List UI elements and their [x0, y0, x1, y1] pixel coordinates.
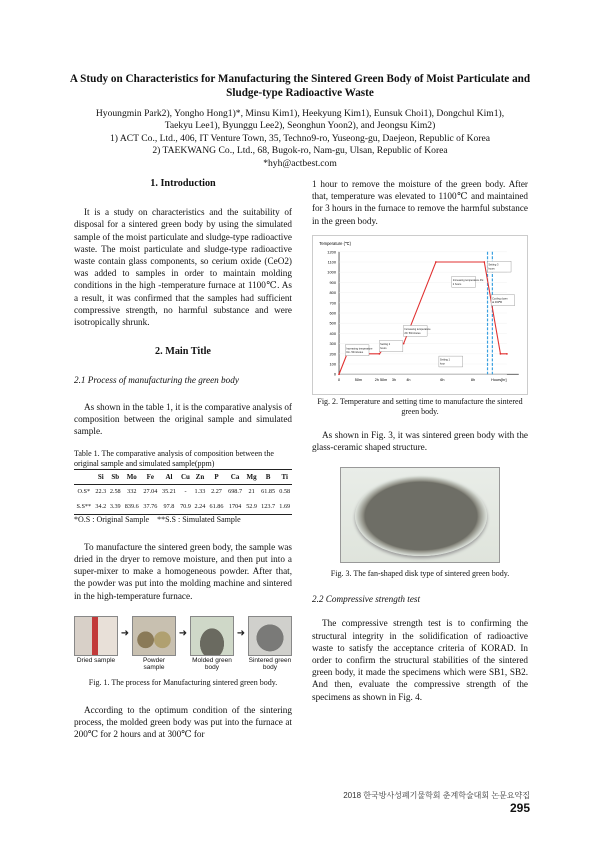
y-tick-label: 900: [329, 279, 337, 285]
paper-title: A Study on Characteristics for Manufacturing the Sintered Green Body of Moist Particulate and Sludge-type Radioactive Waste: [69, 73, 531, 99]
process-step-molded: [190, 616, 234, 671]
data-point: [435, 261, 437, 263]
table-cell: 61.85: [261, 488, 276, 496]
table-row: [74, 485, 292, 500]
y-tick-label: 1100: [327, 259, 337, 265]
y-tick-label: 600: [329, 310, 337, 316]
table-row: [74, 500, 292, 515]
table-intro-paragraph: As shown in the table 1, it is the comparative analysis of composition between the original sample and simulated sample.: [74, 401, 292, 437]
table-cell: 61.86: [207, 500, 226, 515]
x-tick-label: 50m: [354, 377, 363, 382]
composition-table: [74, 469, 292, 515]
table-cell: 97.8: [160, 500, 179, 515]
table-cell: 27.04: [143, 488, 158, 496]
subsection-heading-process: 2.1 Process of manufacturing the green body: [74, 375, 239, 386]
table-cell: 1.33: [194, 488, 206, 496]
page-footer: [330, 790, 530, 815]
powder-sample-photo: [132, 616, 176, 656]
process-step-label: Powder sample: [142, 656, 165, 671]
annotation-text: Increasing temperature 4hr-: [452, 278, 485, 282]
y-tick-label: 500: [329, 320, 337, 326]
table-header-cell: [74, 470, 94, 485]
table-cell: 1.69: [277, 500, 292, 515]
footer-text: 2018 한국방사성폐기물학회 춘계학술대회 논문요약집: [343, 791, 530, 800]
data-point: [506, 353, 508, 355]
x-tick-label: 3h: [391, 377, 396, 382]
affiliation-2: 2) TAEKWANG Co., Ltd., 68, Bugok-ro, Nam-gu, Ulsan, Republic of Korea: [152, 145, 448, 157]
process-step-powder: [132, 616, 176, 671]
y-tick-label: 300: [329, 340, 337, 346]
right-column: [312, 178, 528, 703]
annotation-text: at 300℃: [492, 301, 503, 305]
y-tick-label: 0: [333, 371, 337, 377]
y-tick-label: 800: [329, 289, 337, 295]
fig3-caption: Fig. 3. The fan-shaped disk type of sintered green body.: [330, 569, 510, 579]
data-point: [483, 261, 485, 263]
y-tick-label: 100: [329, 361, 337, 367]
y-tick-label: 1200: [327, 249, 337, 255]
process-step-label: Molded green body: [192, 656, 232, 671]
table-cell: 0.58: [279, 488, 291, 496]
table-cell: 52.9: [244, 500, 258, 515]
table-cell: 22.3: [95, 488, 107, 496]
annotation-text: Setting 1: [439, 358, 450, 362]
annotation-text: Setting 3: [488, 263, 499, 267]
fig3-photo: [340, 467, 500, 563]
affiliation-1: 1) ACT Co., Ltd., 406, IT Venture Town, 35, Techno9-ro, Yuseong-gu, Daejeon, Republic of Korea: [109, 132, 491, 144]
x-tick-label: 0: [337, 377, 341, 382]
arrow-right-icon: ➜: [178, 627, 188, 639]
y-tick-label: 700: [329, 300, 337, 306]
y-tick-label: 1000: [327, 269, 337, 275]
table-header-cell: B: [259, 470, 278, 485]
arrow-right-icon: ➜: [120, 627, 130, 639]
table-note: *O.S : Original Sample **S.S : Simulated Sample: [74, 514, 241, 524]
table-header-cell: Ca: [226, 470, 245, 485]
annotation-text: hours: [380, 346, 387, 350]
table-caption: Table 1. The comparative analysis of composition between the original sample and simulated sample(ppm): [74, 449, 274, 469]
dried-sample-photo: [74, 616, 118, 656]
data-point: [500, 353, 502, 355]
table-cell: 2.24: [193, 500, 207, 515]
subsection-heading-compressive: 2.2 Compressive strength test: [312, 594, 421, 605]
table-cell: 2.58: [109, 488, 121, 496]
x-tick-label: 2h 50m: [374, 377, 388, 382]
annotation-text: Increasing temperature: [346, 347, 373, 351]
y-tick-label: 400: [329, 330, 337, 336]
fig3-intro-paragraph: As shown in Fig. 3, it was sintered green body with the glass-ceramic shaped structure.: [312, 429, 528, 453]
table-cell: 698.7: [228, 488, 243, 496]
process-step-label: Sintered green body: [248, 656, 292, 671]
temperature-chart: [312, 235, 528, 395]
table-cell: 839.6: [122, 500, 141, 515]
y-axis-label: Temperature (℃): [319, 240, 351, 246]
molded-body-photo: [190, 616, 234, 656]
table-cell: 21: [248, 488, 255, 496]
table-cell: -: [184, 488, 187, 496]
annotation-text: Cooling down: [492, 297, 508, 301]
table-header-cell: Zn: [193, 470, 207, 485]
table-header-cell: P: [207, 470, 226, 485]
table-cell: 70.9: [178, 500, 192, 515]
fig2-caption: Fig. 2. Temperature and setting time to manufacture the sintered green body.: [317, 396, 523, 416]
annotation-text: 0m- 50minutes: [346, 351, 364, 355]
fig1-caption: Fig. 1. The process for Manufacturing sintered green body.: [88, 677, 278, 687]
table-cell: 35.21: [161, 488, 176, 496]
table-header-row: [74, 470, 292, 485]
table-cell: 1704: [226, 500, 245, 515]
process-figure: [74, 616, 292, 678]
author-block: [50, 108, 550, 170]
annotation-text: Setting 2: [380, 343, 391, 347]
x-tick-label: Hours[hr]: [491, 377, 507, 382]
table-header-cell: Cu: [178, 470, 192, 485]
process-step-label: Dried sample: [76, 656, 116, 664]
table-header-cell: Al: [160, 470, 179, 485]
table-cell: 3.39: [108, 500, 122, 515]
table-header-cell: Sb: [108, 470, 122, 485]
fan-shaped-disk: [355, 476, 487, 556]
table-cell: 123.7: [259, 500, 278, 515]
left-column: [74, 178, 292, 740]
section-heading-introduction: 1. Introduction: [150, 178, 216, 189]
table-cell: O.S*: [77, 488, 91, 496]
table-header-cell: Fe: [141, 470, 160, 485]
process-step-sintered: [248, 616, 292, 671]
authors-line-1: Hyoungmin Park2), Yongho Hong1)*, Minsu Kim1), Heekyung Kim1), Eunsuk Choi1), Dongchul Kim1),: [95, 108, 505, 119]
annotation-text: hour: [439, 362, 446, 366]
table-cell: 37.76: [141, 500, 160, 515]
table-header-cell: Mg: [244, 470, 258, 485]
data-point: [378, 353, 380, 355]
x-tick-label: 8h: [470, 377, 476, 382]
corresponding-email: *hyh@actbest.com: [263, 157, 337, 169]
arrow-right-icon: ➜: [236, 627, 246, 639]
process-paragraph: To manufacture the sintered green body, the sample was dried in the dryer to remove moisture, and then put into a super-mixer to make a homogeneous powder. After that, the powder was put into the molding machine and sintered in the high-temperature furnace.: [74, 541, 292, 601]
section-heading-main-title: 2. Main Title: [155, 346, 211, 358]
intro-paragraph: It is a study on characteristics and the suitability of disposal for a sintered green body by using the simulated sample of the moist particulate and sludge-type radioactive waste. The moist particulate and sludge-type radioactive waste contain glass components, so cerium oxide (CeO2) was added to samples in order to maintain molding conditions in the high -temperature furnace at 1100℃. As a result, it was confirmed that the samples had sufficient compressive strength, no harmful substance and were isotropically shrunk.: [74, 207, 292, 328]
annotation-text: 2hr 50minutes: [404, 331, 421, 335]
compressive-paragraph: The compressive strength test is to confirming the structural integrity in the solidification of radioactive waste to satisfy the acceptance criteria of KORAD. In order to confirm the structural stabilities of the sintered green body, it made the specimens which were SB1, SB2. And then, evaluate the compressive strength of the specimens as shown in Fig. 4.: [312, 618, 528, 702]
x-tick-label: 4h: [406, 377, 411, 382]
annotation-text: 2 hours: [452, 282, 462, 286]
continued-paragraph: 1 hour to remove the moisture of the green body. After that, temperature was elevated to 1100℃ and maintained for 3 hours in the furnace to remove the harmful substance in the green body.: [312, 179, 528, 226]
table-header-cell: Si: [94, 470, 108, 485]
table-header-cell: Ti: [277, 470, 292, 485]
table-cell: S.S**: [74, 500, 94, 515]
annotation-text: hours: [488, 267, 495, 271]
process-step-dried: [74, 616, 118, 664]
y-tick-label: 200: [329, 351, 337, 357]
sintered-body-photo: [248, 616, 292, 656]
data-point: [338, 373, 340, 375]
page-number: 295: [509, 801, 530, 815]
x-tick-label: 6h: [440, 377, 445, 382]
table-cell: 2.27: [211, 488, 222, 496]
authors-line-2: Taekyu Lee1), Byunggu Lee2), Seonghun Yoon2), and Jeongsu Kim2): [164, 120, 436, 132]
sintering-paragraph: According to the optimum condition of the sintering process, the molded green body was put into the furnace at 200℃ for 2 hours and at 300℃ for: [74, 704, 292, 740]
table-header-cell: Mo: [122, 470, 141, 485]
table-cell: 34.2: [94, 500, 108, 515]
annotation-text: Increasing temperature: [404, 327, 431, 331]
table-cell: 332: [127, 488, 137, 496]
